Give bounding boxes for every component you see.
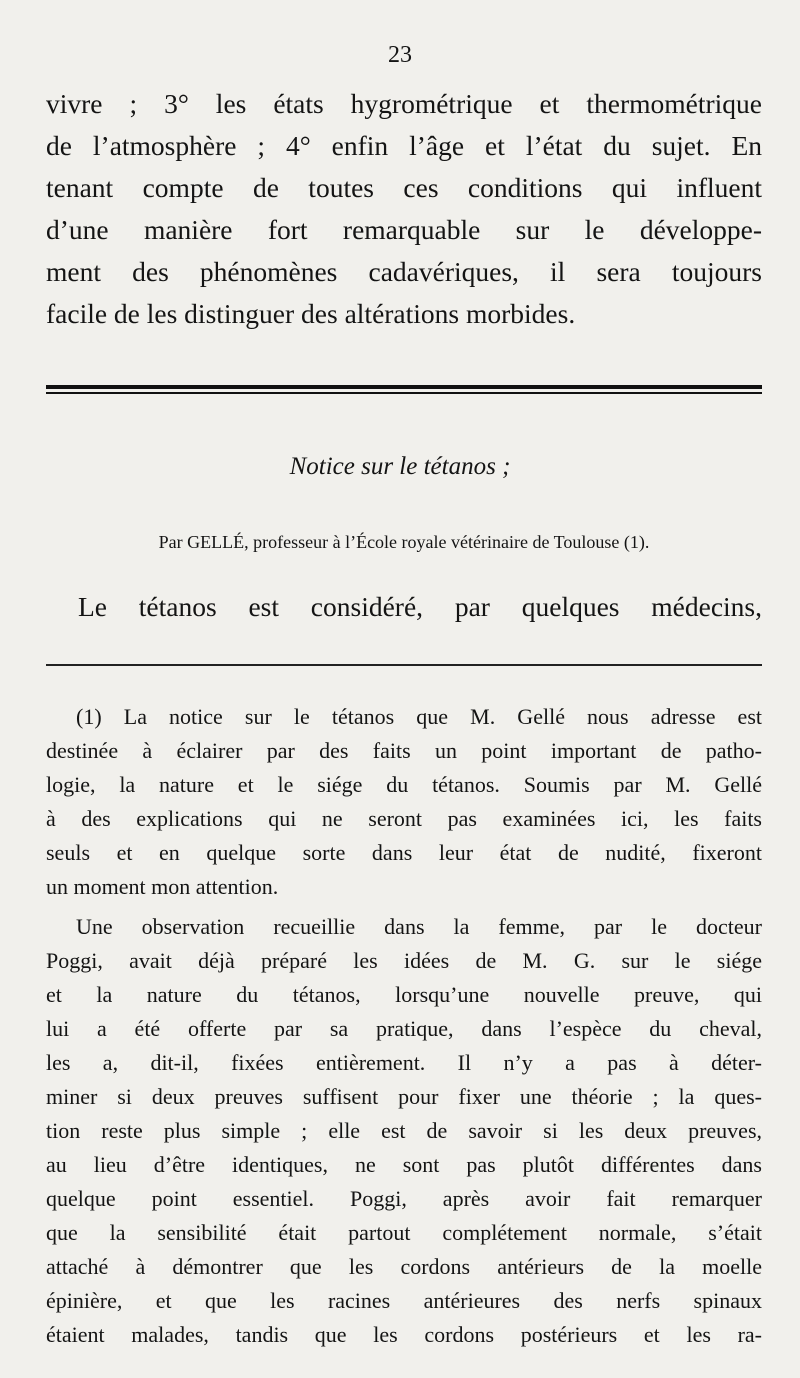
article-byline: Par GELLÉ, professeur à l’École royale vétérinaire de Toulouse (1). (158, 532, 650, 552)
footnote-line: et la nature du tétanos, lorsqu’une nouvelle preuve, qui (46, 982, 762, 1007)
footnote-line: attaché à démontrer que les cordons antérieurs de la moelle (46, 1254, 762, 1279)
footnote-line: tion reste plus simple ; elle est de savoir si les deux preuves, (46, 1118, 762, 1143)
footnote-line: lui a été offerte par sa pratique, dans l’espèce du cheval, (46, 1016, 762, 1041)
lead-paragraph (46, 83, 762, 335)
text-line: vivre ; 3° les états hygrométrique et thermométrique (46, 88, 762, 119)
footnote-line: un moment mon attention. (46, 874, 279, 899)
text-line: d’une manière fort remarquable sur le développe- (46, 214, 762, 245)
text-line: facile de les distinguer des altérations morbides. (46, 298, 576, 329)
divider-thick-rule (46, 385, 762, 389)
divider-thin-rule (46, 392, 762, 394)
footnote-line: que la sensibilité était partout complétement normale, s’était (46, 1220, 762, 1245)
footnote-line: miner si deux preuves suffisent pour fixer une théorie ; la ques- (46, 1084, 762, 1109)
footnote-line: Poggi, avait déjà préparé les idées de M. G. sur le siége (46, 948, 762, 973)
footnote-line: étaient malades, tandis que les cordons postérieurs et les ra- (46, 1322, 762, 1347)
text-line: ment des phénomènes cadavériques, il sera toujours (46, 256, 762, 287)
article-title: Notice sur le tétanos ; (289, 453, 511, 480)
footnote-line: au lieu d’être identiques, ne sont pas plutôt différentes dans (46, 1152, 762, 1177)
footnote-line: les a, dit-il, fixées entièrement. Il n’y a pas à déter- (46, 1050, 762, 1075)
footnote-divider (46, 664, 762, 666)
footnote-line: destinée à éclairer par des faits un point important de patho- (46, 738, 762, 763)
footnote-line: seuls et en quelque sorte dans leur état de nudité, fixeront (46, 840, 762, 865)
footnote-line: épinière, et que les racines antérieures des nerfs spinaux (46, 1288, 762, 1313)
footnote-line: (1) La notice sur le tétanos que M. Gellé nous adresse est (76, 704, 762, 729)
section-divider (46, 385, 762, 394)
page-number: 23 (388, 42, 412, 68)
footnote-line: Une observation recueillie dans la femme, par le docteur (76, 914, 762, 939)
footnote (46, 700, 762, 1352)
text-line: tenant compte de toutes ces conditions qui influent (46, 172, 762, 203)
footnote-line: à des explications qui ne seront pas examinées ici, les faits (46, 806, 762, 831)
text-line: de l’atmosphère ; 4° enfin l’âge et l’état du sujet. En (46, 130, 762, 161)
footnote-line: quelque point essentiel. Poggi, après avoir fait remarquer (46, 1186, 762, 1211)
article-first-line: Le tétanos est considéré, par quelques médecins, (78, 591, 762, 622)
footnote-line: logie, la nature et le siége du tétanos. Soumis par M. Gellé (46, 772, 762, 797)
